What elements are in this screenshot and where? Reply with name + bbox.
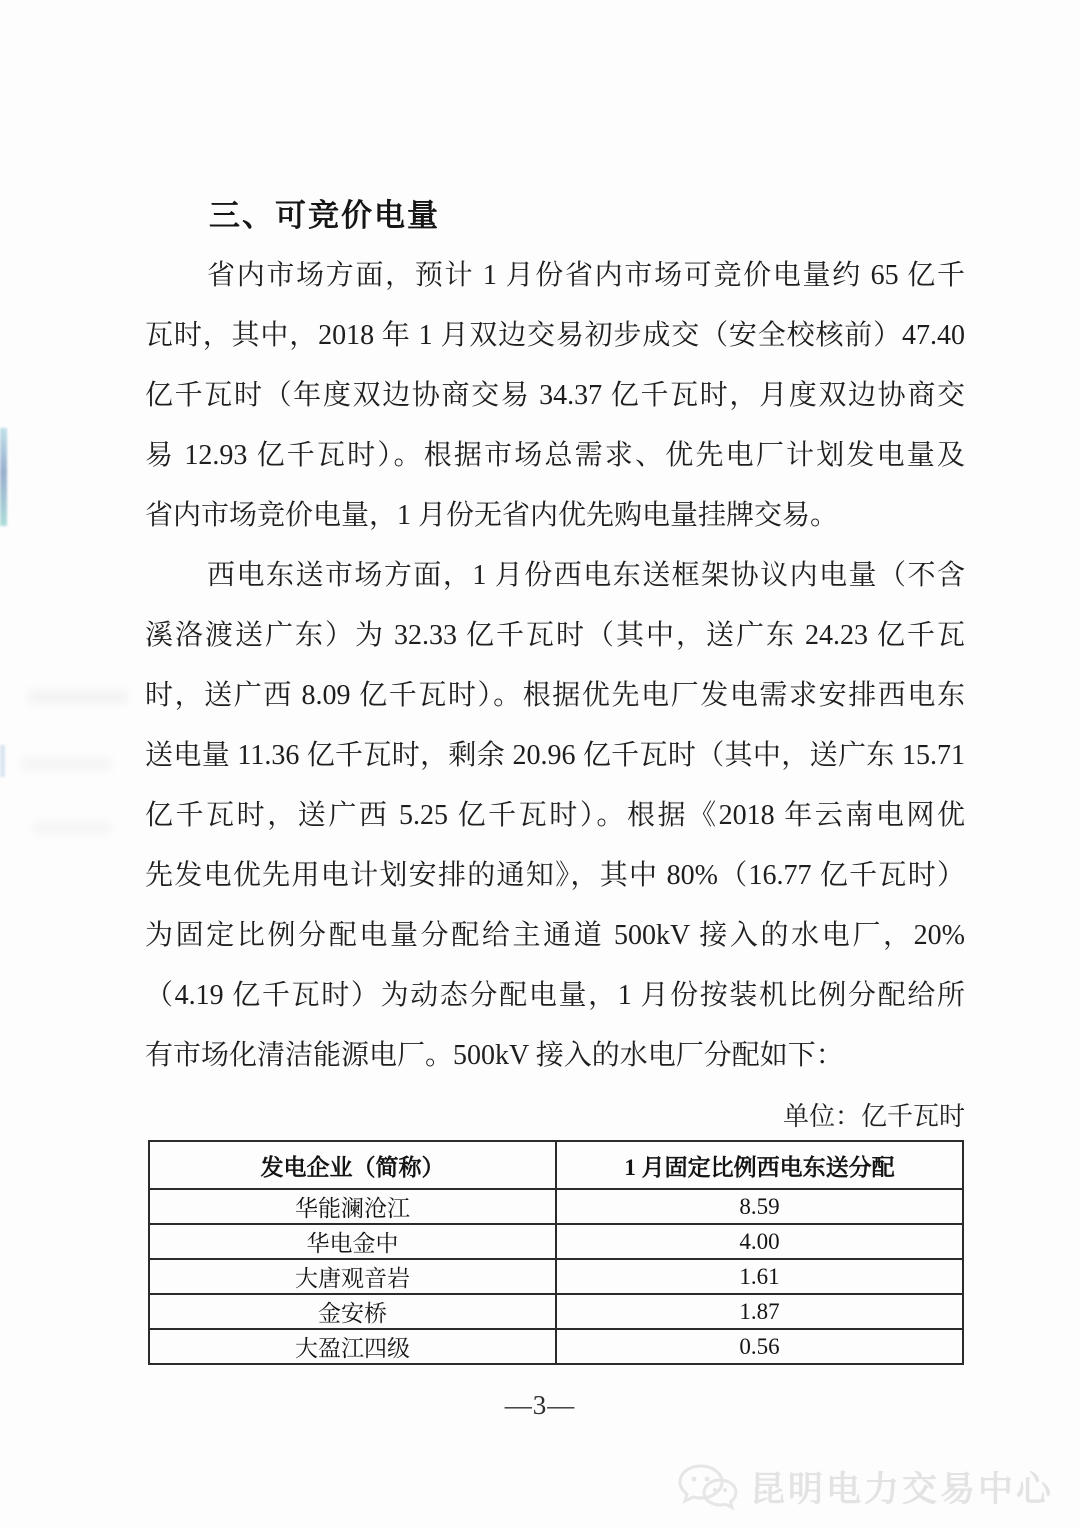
company-cell: 华能澜沧江	[149, 1189, 556, 1224]
watermark	[676, 1462, 1054, 1512]
paragraph-line: 溪洛渡送广东）为 32.33 亿千瓦时（其中，送广东 24.23 亿千瓦	[145, 620, 965, 651]
table-row	[149, 1189, 963, 1224]
value-cell: 0.56	[556, 1329, 963, 1364]
paragraph-line: 省内市场竞价电量，1 月份无省内优先购电量挂牌交易。	[145, 500, 839, 531]
table-header-company: 发电企业（简称）	[149, 1141, 556, 1189]
company-cell: 金安桥	[149, 1294, 556, 1329]
scan-smudge	[20, 758, 112, 770]
paragraph-line: 亿千瓦时，送广西 5.25 亿千瓦时）。根据《2018 年云南电网优	[145, 800, 965, 831]
document-body	[145, 246, 965, 1086]
paragraph-line: 省内市场方面，预计 1 月份省内市场可竞价电量约 65 亿千	[207, 260, 965, 291]
value-cell: 1.87	[556, 1294, 963, 1329]
value-cell: 4.00	[556, 1224, 963, 1259]
scan-smudge	[28, 690, 128, 704]
paragraph-line: 西电东送市场方面，1 月份西电东送框架协议内电量（不含	[207, 560, 965, 591]
paragraph-line: 时，送广西 8.09 亿千瓦时）。根据优先电厂发电需求安排西电东	[145, 680, 965, 711]
paragraph-line: （4.19 亿千瓦时）为动态分配电量，1 月份按装机比例分配给所	[145, 980, 965, 1011]
table-row	[149, 1259, 963, 1294]
page-number: —3—	[504, 1390, 576, 1420]
company-cell: 大唐观音岩	[149, 1259, 556, 1294]
scan-artifact-blue-strip	[0, 428, 7, 526]
paragraph-line: 先发电优先用电计划安排的通知》，其中 80%（16.77 亿千瓦时）	[145, 860, 965, 891]
table-header-row	[149, 1141, 963, 1189]
table-unit-label: 单位：亿千瓦时	[782, 1102, 965, 1131]
table-row	[149, 1329, 963, 1364]
company-cell: 大盈江四级	[149, 1329, 556, 1364]
scan-smudge	[32, 822, 112, 834]
value-cell: 1.61	[556, 1259, 963, 1294]
paragraph-line: 瓦时，其中，2018 年 1 月双边交易初步成交（安全校核前）47.40	[145, 320, 965, 351]
table-header-allocation: 1 月固定比例西电东送分配	[556, 1141, 963, 1189]
paragraph-line: 亿千瓦时（年度双边协商交易 34.37 亿千瓦时，月度双边协商交	[145, 380, 965, 411]
table-row	[149, 1224, 963, 1259]
paragraph-line: 易 12.93 亿千瓦时）。根据市场总需求、优先电厂计划发电量及	[145, 440, 965, 471]
value-cell: 8.59	[556, 1189, 963, 1224]
paragraph-line: 为固定比例分配电量分配给主通道 500kV 接入的水电厂，20%	[145, 920, 965, 951]
paragraph-line: 有市场化清洁能源电厂。500kV 接入的水电厂分配如下：	[145, 1040, 844, 1071]
scan-artifact-blue-mark	[0, 745, 5, 777]
allocation-table	[148, 1140, 964, 1365]
wechat-icon	[676, 1462, 740, 1512]
watermark-text: 昆明电力交易中心	[749, 1470, 1054, 1509]
company-cell: 华电金中	[149, 1224, 556, 1259]
table-row	[149, 1294, 963, 1329]
section-heading: 三、可竞价电量	[209, 198, 440, 233]
paragraph-line: 送电量 11.36 亿千瓦时，剩余 20.96 亿千瓦时（其中，送广东 15.71	[145, 740, 965, 771]
